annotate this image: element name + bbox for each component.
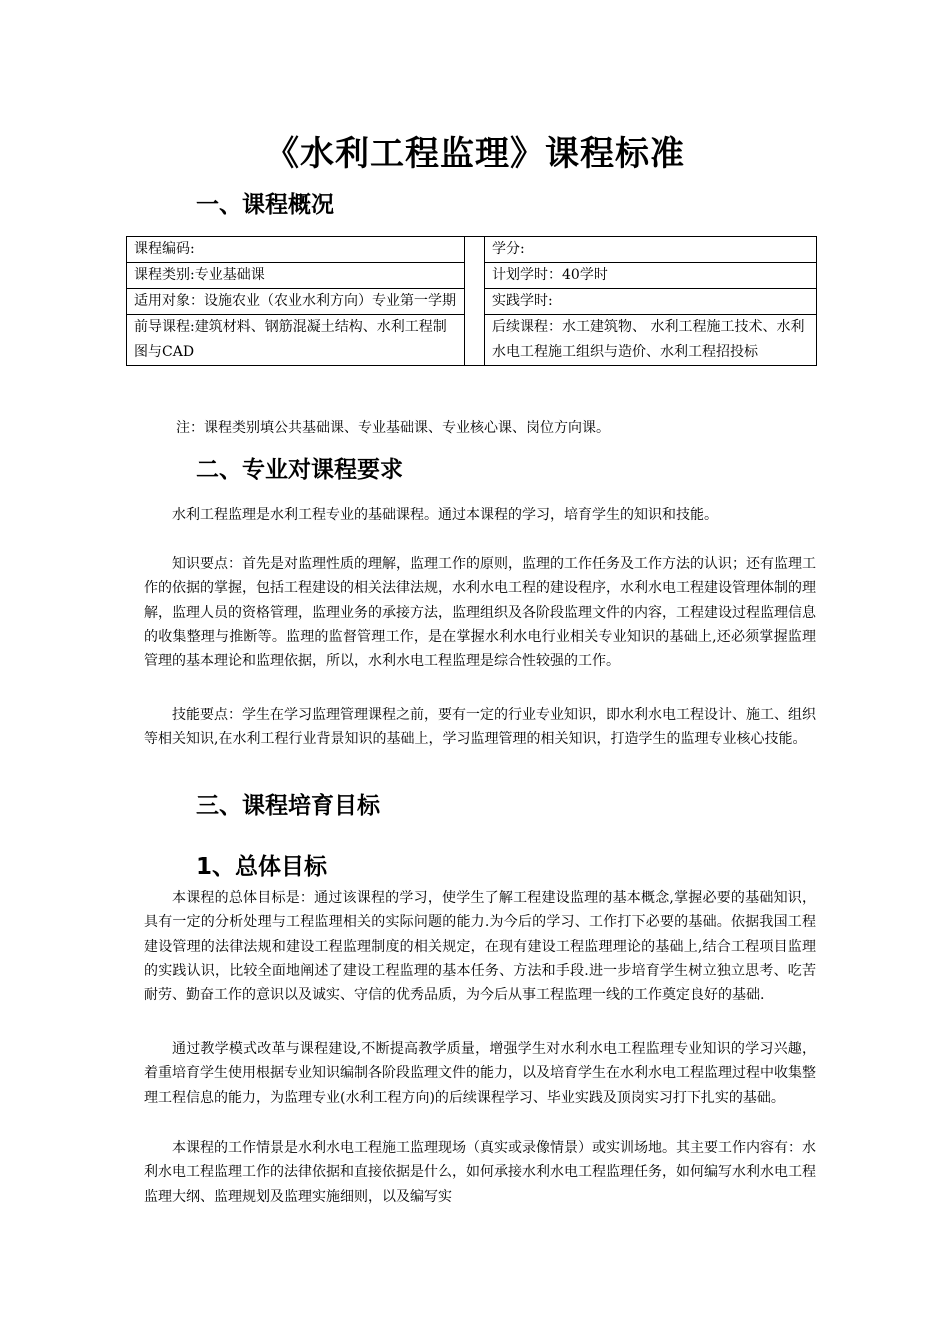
follow-up-courses-cell: 后续课程：水工建筑物、 水利工程施工技术、水利水电工程施工组织与造价、水利工程招投标 — [485, 315, 817, 366]
course-type-cell: 课程类别:专业基础课 — [127, 263, 465, 289]
document-title: 《水利工程监理》课程标准 — [265, 134, 685, 174]
practice-hours-cell: 实践学时: — [485, 289, 817, 315]
course-info-table — [126, 236, 817, 366]
prerequisite-courses-cell: 前导课程:建筑材料、钢筋混凝土结构、水利工程制图与CAD — [127, 315, 465, 366]
paragraph-knowledge-points: 知识要点：首先是对监理性质的理解，监理工作的原则，监理的工作任务及工作方法的认识；还有监理工作的依据的掌握，包括工程建设的相关法律法规，水利水电工程的建设程序，水利水电工程建设管理体制的理解，监理人员的资格管理，监理业务的承接方法，监理组织及各阶段监理文件的内容，工程建设过程监理信息的收集整理与推断等。监理的监督管理工作，是在掌握水利水电行业相关专业知识的基础上,还必须掌握监理管理的基本理论和监理依据，所以，水利水电工程监理是综合性较强的工作。 — [144, 556, 816, 670]
section-heading-objectives: 三、课程培育目标 — [196, 793, 380, 819]
subsection-heading-overall-goal: 1、总体目标 — [196, 854, 328, 880]
course-code-cell: 课程编码: — [127, 237, 465, 263]
paragraph-teaching-reform: 通过教学模式改革与课程建设,不断提高教学质量，增强学生对水利水电工程监理专业知识的学习兴趣，着重培育学生使用根据专业知识编制各阶段监理文件的能力，以及培育学生在水利水电工程监理过程中收集整理工程信息的能力，为监理专业(水利工程方向)的后续课程学习、毕业实践及顶岗实习打下扎实的基础。 — [144, 1041, 816, 1106]
section-heading-requirements: 二、专业对课程要求 — [196, 457, 403, 483]
table-spacer-column — [465, 237, 485, 366]
paragraph-intro: 水利工程监理是水利工程专业的基础课程。通过本课程的学习，培育学生的知识和技能。 — [172, 507, 718, 523]
paragraph-skill-points: 技能要点：学生在学习监理管理课程之前，要有一定的行业专业知识，即水利水电工程设计、施工、组织等相关知识,在水利工程行业背景知识的基础上，学习监理管理的相关知识，打造学生的监理专业核心技能。 — [144, 707, 816, 748]
section-heading-overview: 一、课程概况 — [196, 192, 334, 218]
target-audience-cell: 适用对象：设施农业（农业水利方向）专业第一学期 — [127, 289, 465, 315]
table-row — [127, 237, 817, 263]
table-note: 注：课程类别填公共基础课、专业基础课、专业核心课、岗位方向课。 — [176, 420, 610, 436]
paragraph-work-scenario: 本课程的工作情景是水利水电工程施工监理现场（真实或录像情景）或实训场地。其主要工作内容有：水利水电工程监理工作的法律依据和直接依据是什么，如何承接水利水电工程监理任务，如何编写水利水电工程监理大纲、监理规划及监理实施细则，以及编写实 — [144, 1140, 816, 1205]
paragraph-overall-goal: 本课程的总体目标是：通过该课程的学习，使学生了解工程建设监理的基本概念,掌握必要的基础知识，具有一定的分析处理与工程监理相关的实际问题的能力.为今后的学习、工作打下必要的基础。依据我国工程建设管理的法律法规和建设工程监理制度的相关规定，在现有建设工程监理理论的基础上,结合工程项目监理的实践认识，比较全面地阐述了建设工程监理的基本任务、方法和手段.进一步培育学生树立独立思考、吃苦耐劳、勤奋工作的意识以及诚实、守信的优秀品质，为今后从事工程监理一线的工作奠定良好的基础. — [144, 890, 816, 1004]
planned-hours-cell: 计划学时：40学时 — [485, 263, 817, 289]
credits-cell: 学分: — [485, 237, 817, 263]
